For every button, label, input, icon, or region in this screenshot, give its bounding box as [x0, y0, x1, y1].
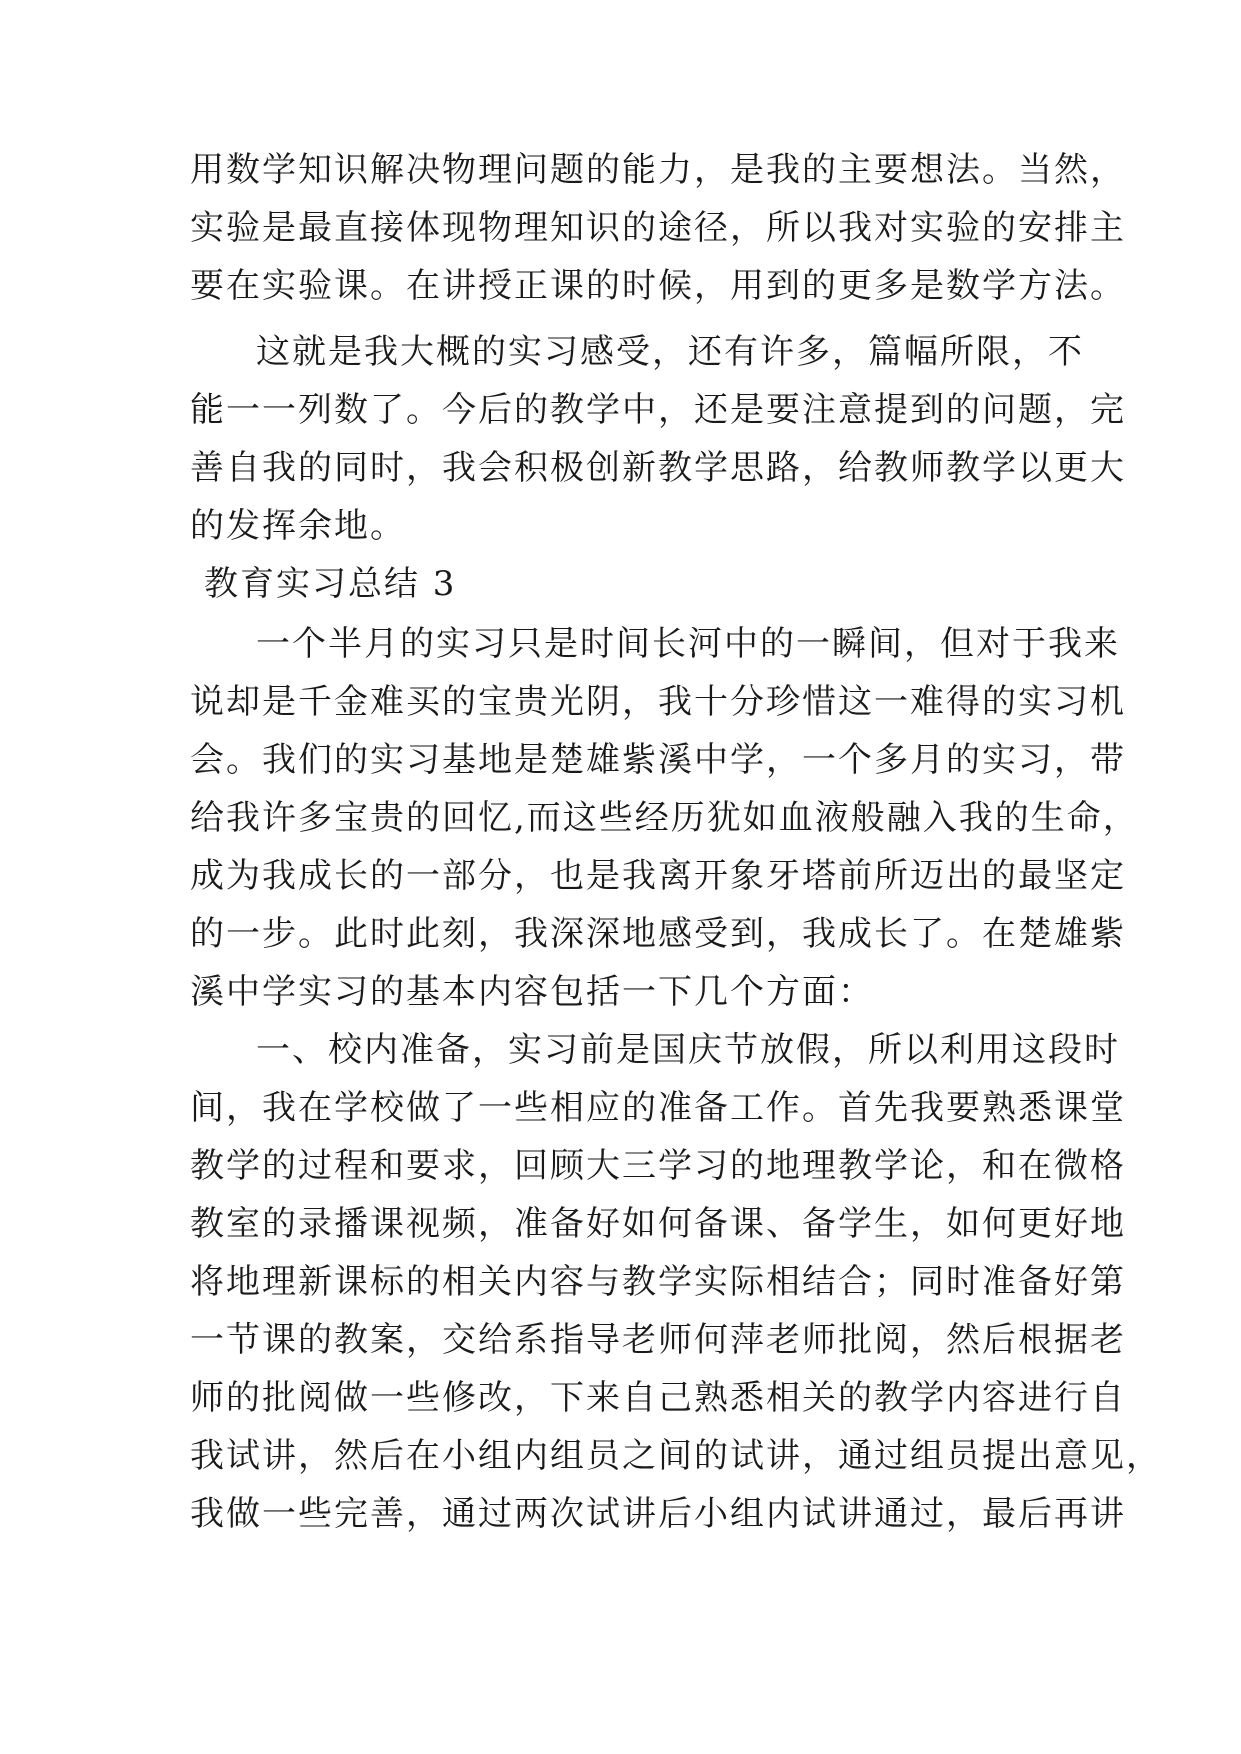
text-line: 给我许多宝贵的回忆,而这些经历犹如血液般融入我的生命， [190, 798, 1139, 838]
section-heading: 教育实习总结 3 [204, 564, 457, 604]
paragraph-first-line: 一个半月的实习只是时间长河中的一瞬间，但对于我来 [256, 624, 1120, 664]
text-line: 的一步。此时此刻，我深深地感受到，我成长了。在楚雄紫 [190, 914, 1126, 954]
text-line: 会。我们的实习基地是楚雄紫溪中学，一个多月的实习，带 [190, 740, 1126, 780]
text-line: 用数学知识解决物理问题的能力，是我的主要想法。当然， [190, 150, 1126, 190]
text-line: 我试讲，然后在小组内组员之间的试讲，通过组员提出意见， [190, 1436, 1162, 1476]
text-line: 一节课的教案，交给系指导老师何萍老师批阅，然后根据老 [190, 1320, 1126, 1360]
paragraph-first-line: 一、校内准备，实习前是国庆节放假，所以利用这段时 [256, 1030, 1120, 1070]
text-line: 将地理新课标的相关内容与教学实际相结合；同时准备好第 [190, 1262, 1126, 1302]
text-line: 实验是最直接体现物理知识的途径，所以我对实验的安排主 [190, 208, 1126, 248]
text-line: 能一一列数了。今后的教学中，还是要注意提到的问题，完 [190, 390, 1126, 430]
text-line: 成为我成长的一部分，也是我离开象牙塔前所迈出的最坚定 [190, 856, 1126, 896]
text-line: 溪中学实习的基本内容包括一下几个方面： [190, 972, 874, 1012]
text-line: 间，我在学校做了一些相应的准备工作。首先我要熟悉课堂 [190, 1088, 1126, 1128]
text-line: 说却是千金难买的宝贵光阴，我十分珍惜这一难得的实习机 [190, 682, 1126, 722]
text-line: 我做一些完善，通过两次试讲后小组内试讲通过，最后再讲 [190, 1494, 1126, 1534]
text-line: 教学的过程和要求，回顾大三学习的地理教学论，和在微格 [190, 1146, 1126, 1186]
text-line: 师的批阅做一些修改，下来自己熟悉相关的教学内容进行自 [190, 1378, 1126, 1418]
paragraph-first-line: 这就是我大概的实习感受，还有许多，篇幅所限，不 [256, 332, 1084, 372]
text-line: 教室的录播课视频，准备好如何备课、备学生，如何更好地 [190, 1204, 1126, 1244]
text-line: 的发挥余地。 [190, 506, 406, 546]
text-line: 要在实验课。在讲授正课的时候，用到的更多是数学方法。 [190, 266, 1126, 306]
text-line: 善自我的同时，我会积极创新教学思路，给教师教学以更大 [190, 448, 1126, 488]
